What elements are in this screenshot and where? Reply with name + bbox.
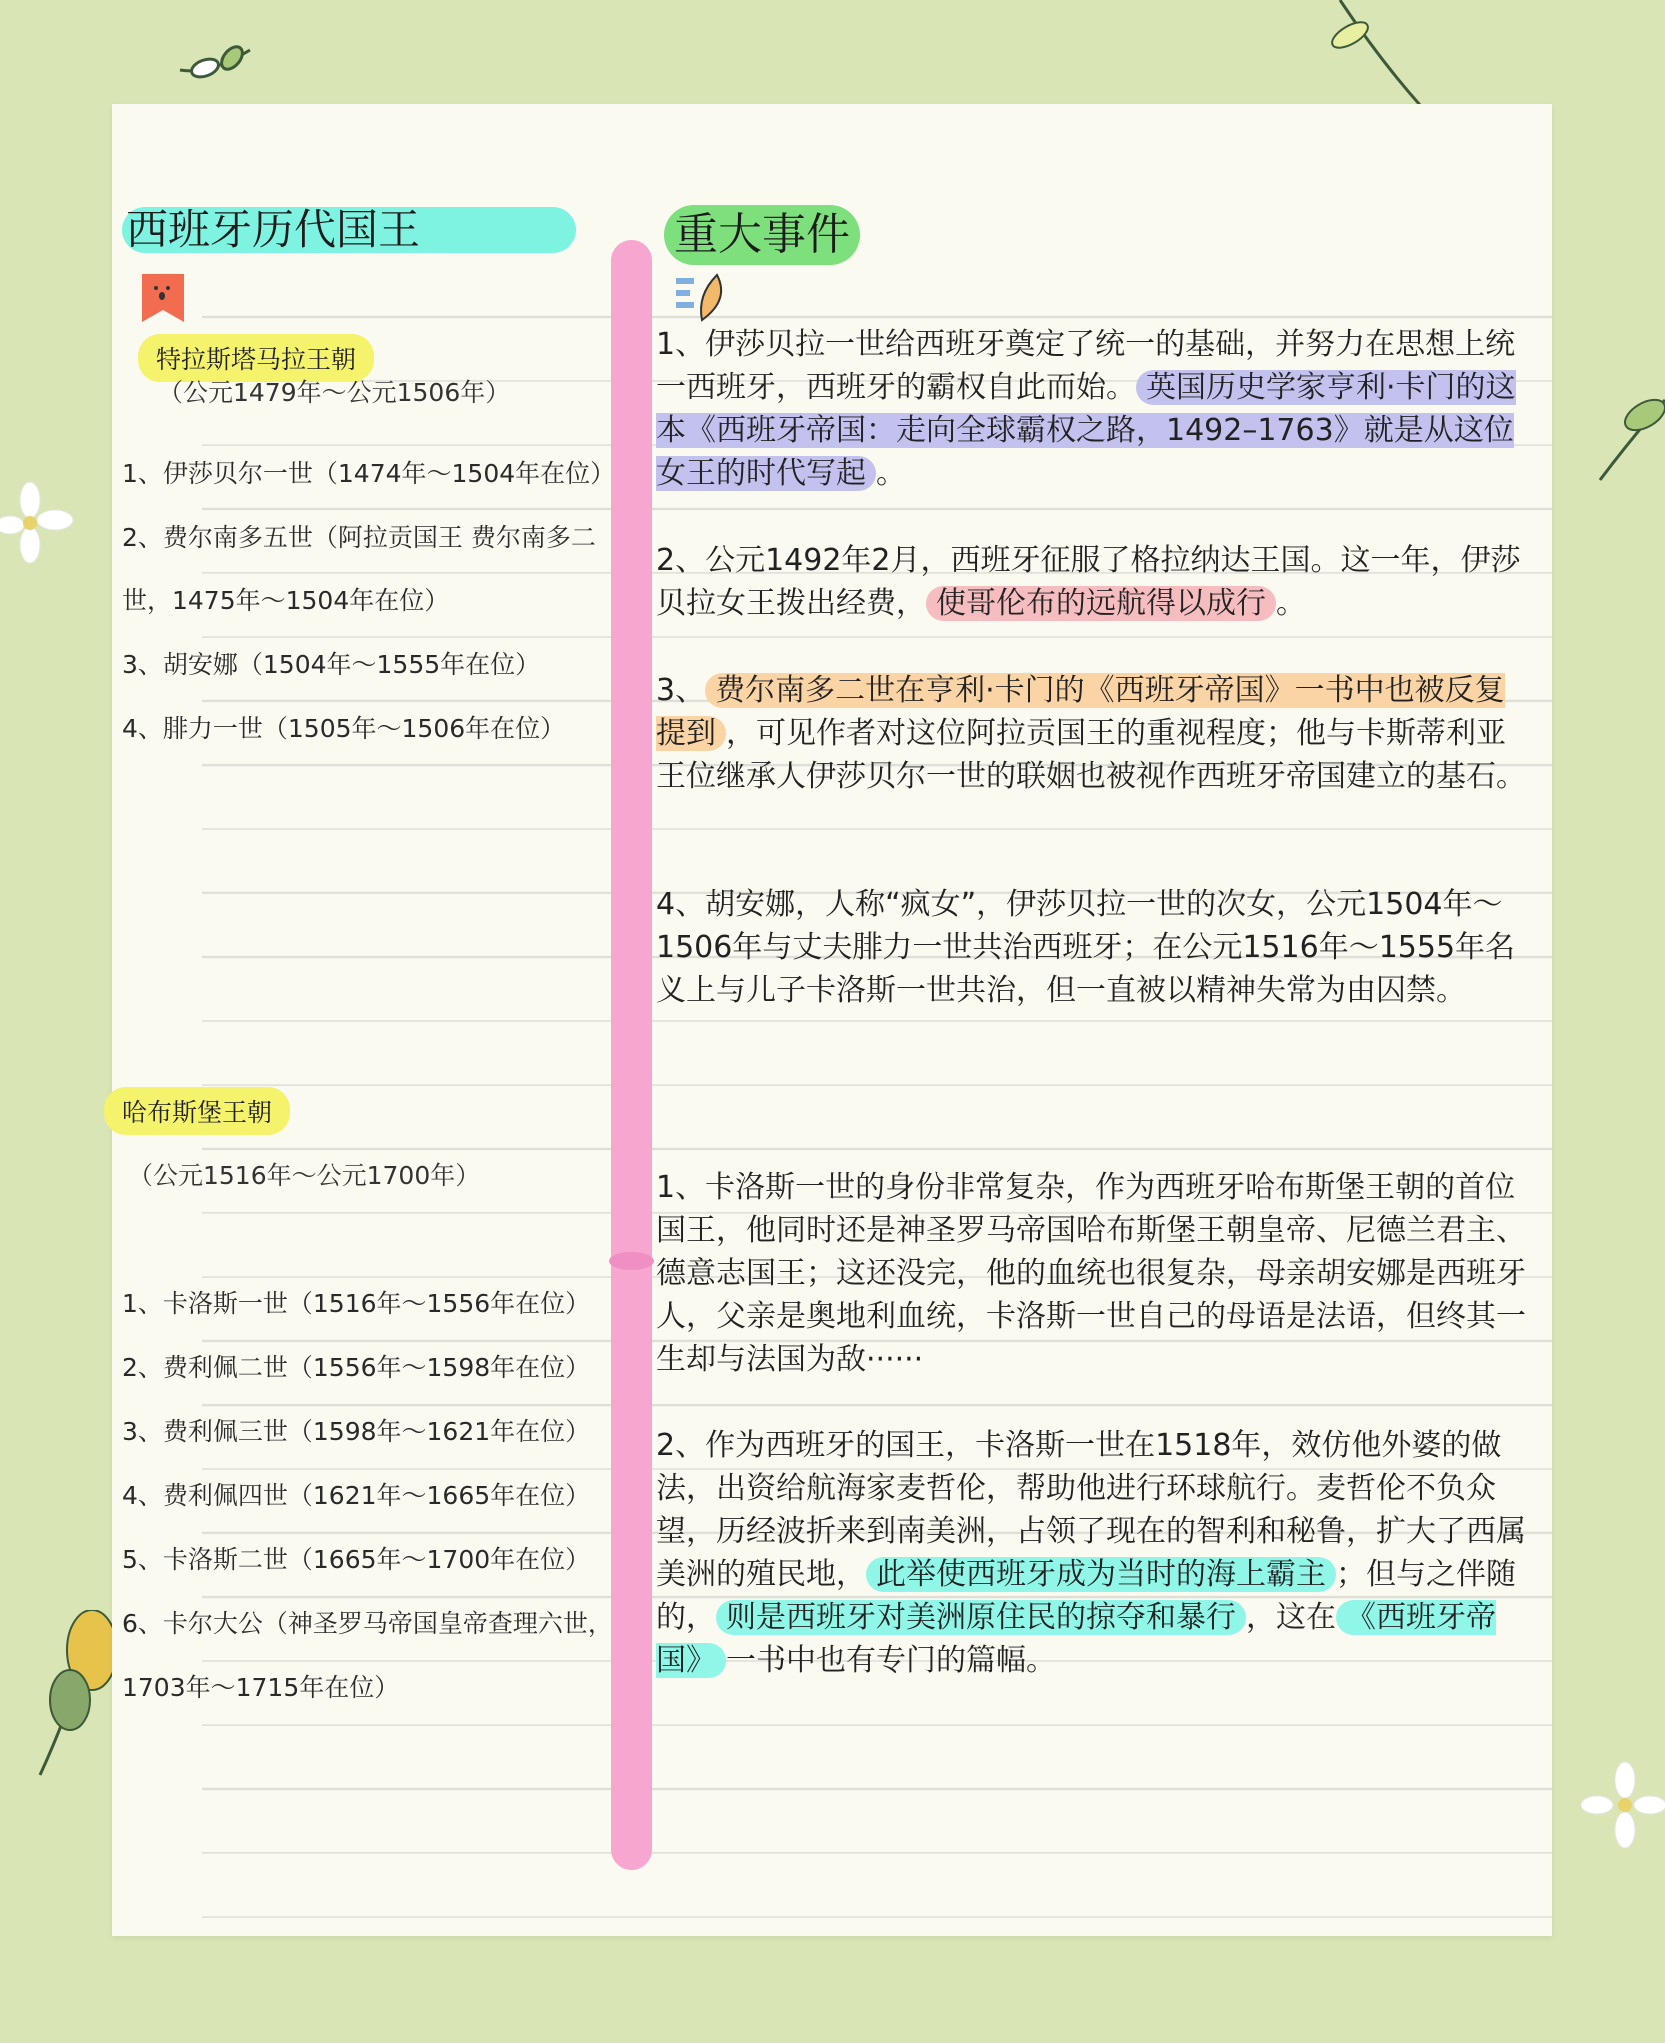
timeline-bar (611, 240, 652, 1870)
event-text: 4、胡安娜，人称“疯女”，伊莎贝拉一世的次女，公元1504年～1506年与丈夫腓力一世共治西班牙；在公元1516年～1555年名义上与儿子卡洛斯一世共治，但一直被以精神失常为由囚禁。 (656, 887, 1516, 1008)
event-highlight: 费尔南多二世在亨利·卡门的《西班牙帝国》一书中也被反复提到 (656, 673, 1505, 751)
king-item: 4、腓力一世（1505年～1506年在位） (122, 714, 566, 743)
event-highlight: 使哥伦布的远航得以成行 (926, 586, 1276, 621)
event-text: 2、作为西班牙的国王，卡洛斯一世在1518年，效仿他外婆的做法，出资给航海家麦哲伦，帮助他进行环球航行。麦哲伦不负众望，历经波折来到南美洲，占领了现在的智利和秘鲁，扩大了西属美洲的殖民地， (656, 1428, 1526, 1592)
king-item: 2、费利佩二世（1556年～1598年在位） (122, 1353, 591, 1382)
event-text: ；但与之伴随的， (656, 1557, 1516, 1635)
event-text: 1、卡洛斯一世的身份非常复杂，作为西班牙哈布斯堡王朝的首位国王，他同时还是神圣罗马帝国哈布斯堡王朝皇帝、尼德兰君主、德意志国王；这还没完，他的血统也很复杂，母亲胡安娜是西班牙人，父亲是奥地利血统，卡洛斯一世自己的母语是法语，但终其一生却与法国为敌······ (656, 1170, 1526, 1377)
king-item: 1、伊莎贝尔一世（1474年～1504年在位） (122, 459, 616, 488)
king-item: 世，1475年～1504年在位） (122, 586, 450, 615)
timeline-joint (609, 1252, 654, 1270)
event-text: 2、公元1492年2月，西班牙征服了格拉纳达王国。这一年，伊莎贝拉女王拨出经费， (656, 543, 1521, 621)
event-paragraph (656, 1166, 1526, 1381)
event-paragraph (656, 1424, 1526, 1682)
event-paragraph (656, 539, 1526, 625)
event-highlight: 《西班牙帝国》 (656, 1600, 1496, 1678)
event-highlight: 此举使西班牙成为当时的海上霸主 (866, 1557, 1336, 1592)
king-item: 6、卡尔大公（神圣罗马帝国皇帝查理六世， (122, 1609, 613, 1638)
event-text: ，这在 (1246, 1600, 1336, 1635)
event-text: 1、伊莎贝拉一世给西班牙奠定了统一的基础，并努力在思想上统一西班牙，西班牙的霸权自此而始。 (656, 327, 1516, 405)
flower-icon (1575, 1760, 1665, 1850)
leaf-doodle-icon (672, 270, 732, 326)
leaf-branch-icon (1590, 380, 1665, 490)
event-text: 。 (876, 456, 906, 491)
leaf-branch-icon (30, 1610, 120, 1780)
events-title: 重大事件 (664, 205, 860, 265)
dynasty-years-habsburg: （公元1516年～公元1700年） (128, 1161, 481, 1190)
leaf-branch-icon (170, 30, 260, 110)
dynasty-label-trastamara: 特拉斯塔马拉王朝 (138, 334, 374, 382)
dynasty-label-habsburg: 哈布斯堡王朝 (104, 1087, 290, 1135)
bookmark-face-icon (136, 268, 190, 324)
king-item: 5、卡洛斯二世（1665年～1700年在位） (122, 1545, 591, 1574)
event-text: 3、 (656, 673, 706, 708)
king-item: 1、卡洛斯一世（1516年～1556年在位） (122, 1289, 591, 1318)
king-item: 2、费尔南多五世（阿拉贡国王 费尔南多二 (122, 523, 596, 552)
event-paragraph (656, 883, 1526, 1012)
event-paragraph (656, 323, 1526, 495)
kings-title: 西班牙历代国王 (122, 207, 576, 253)
event-highlight: 英国历史学家亨利·卡门的这本《西班牙帝国：走向全球霸权之路，1492–1763》就是从这位女王的时代写起 (656, 370, 1516, 491)
king-item: 4、费利佩四世（1621年～1665年在位） (122, 1481, 591, 1510)
king-item: 3、费利佩三世（1598年～1621年在位） (122, 1417, 591, 1446)
event-text: 一书中也有专门的篇幅。 (726, 1643, 1056, 1678)
dynasty-years-trastamara: （公元1479年～公元1506年） (158, 378, 511, 407)
flower-icon (0, 480, 80, 570)
king-item: 1703年～1715年在位） (122, 1673, 400, 1702)
event-paragraph (656, 669, 1526, 798)
event-highlight: 则是西班牙对美洲原住民的掠夺和暴行 (716, 1600, 1246, 1635)
leaf-branch-icon (1310, 0, 1440, 110)
event-text: ，可见作者对这位阿拉贡国王的重视程度；他与卡斯蒂利亚王位继承人伊莎贝尔一世的联姻也被视作西班牙帝国建立的基石。 (656, 716, 1526, 794)
event-text: 。 (1276, 586, 1306, 621)
king-item: 3、胡安娜（1504年～1555年在位） (122, 650, 541, 679)
